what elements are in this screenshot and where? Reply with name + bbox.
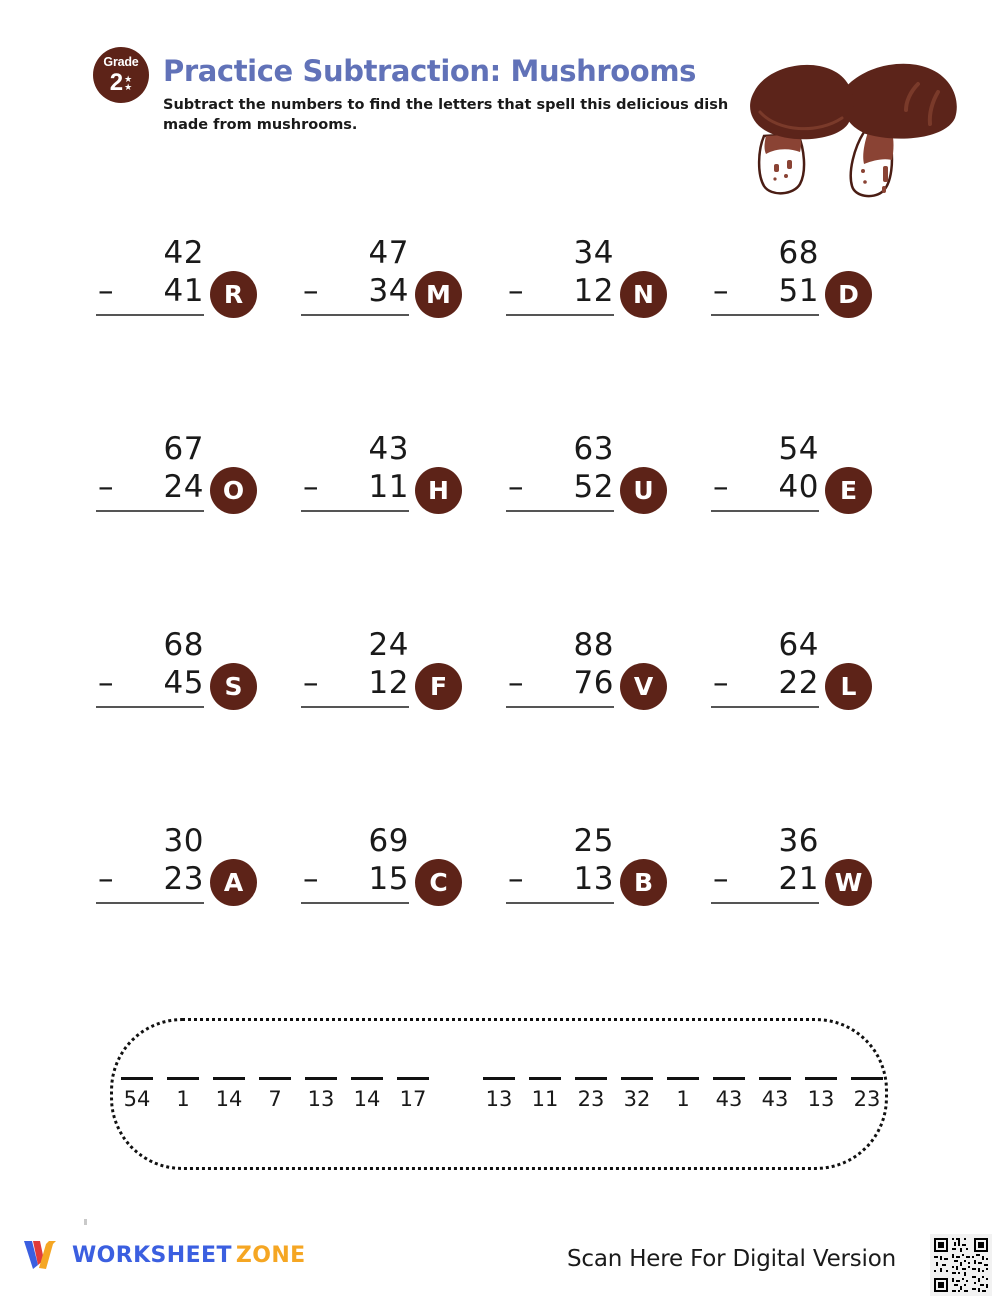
problem-cell: [96, 424, 301, 620]
answer-code-number: 23: [853, 1087, 881, 1111]
answer-code-number: 1: [676, 1087, 690, 1111]
subtraction-problem: [96, 816, 204, 904]
answer-code-number: 1: [176, 1087, 190, 1111]
logo-mark-icon: [22, 1238, 62, 1272]
qr-code[interactable]: [930, 1234, 992, 1296]
answer-rule: [96, 706, 204, 708]
minus-operator: –: [303, 861, 319, 898]
minuend: 24: [368, 627, 409, 663]
letter-badge: H: [415, 467, 462, 514]
problem-cell: [506, 620, 711, 816]
subtrahend: 12: [573, 273, 614, 310]
minus-operator: –: [508, 861, 524, 898]
answer-blank-line: [851, 1077, 883, 1080]
answer-blank-line: [213, 1077, 245, 1080]
subtrahend-row: [301, 860, 409, 898]
logo-text: [72, 1243, 306, 1268]
problem-cell: [301, 424, 506, 620]
subtraction-problem: [96, 228, 204, 316]
answer-rule: [506, 706, 614, 708]
letter-badge: V: [620, 663, 667, 710]
subtraction-problem: [711, 424, 819, 512]
minus-operator: –: [508, 665, 524, 702]
letter-badge: U: [620, 467, 667, 514]
subtrahend: 41: [163, 273, 204, 310]
minus-operator: –: [303, 469, 319, 506]
grade-value-row: [93, 69, 149, 95]
minuend: 69: [368, 823, 409, 859]
answer-blank-line: [805, 1077, 837, 1080]
minus-operator: –: [713, 273, 729, 310]
subtraction-problem: [96, 424, 204, 512]
answer-rule: [711, 314, 819, 316]
minus-operator: –: [303, 665, 319, 702]
letter-badge: C: [415, 859, 462, 906]
answer-slot[interactable]: [476, 1077, 522, 1111]
minus-operator: –: [508, 469, 524, 506]
subtrahend-row: [301, 468, 409, 506]
answer-rule: [301, 902, 409, 904]
problem-cell: [711, 228, 916, 424]
subtrahend: 51: [778, 273, 819, 310]
page-title: Practice Subtraction: Mushrooms: [163, 54, 696, 88]
subtraction-problem: [506, 228, 614, 316]
answer-code-number: 7: [268, 1087, 282, 1111]
subtraction-problem: [711, 620, 819, 708]
answer-rule: [711, 706, 819, 708]
answer-rule: [96, 510, 204, 512]
answer-blank-line: [713, 1077, 745, 1080]
answer-slot[interactable]: [660, 1077, 706, 1111]
subtrahend-row: [711, 272, 819, 310]
subtrahend-row: [301, 272, 409, 310]
subtrahend: 21: [778, 861, 819, 898]
answer-blank-line: [397, 1077, 429, 1080]
answer-slots: [113, 1077, 891, 1111]
page-footer: [0, 1220, 1000, 1294]
letter-badge: M: [415, 271, 462, 318]
answer-code-number: 43: [761, 1087, 789, 1111]
letter-badge: N: [620, 271, 667, 318]
grade-badge: [93, 47, 149, 103]
subtraction-problem: [96, 620, 204, 708]
letter-badge: F: [415, 663, 462, 710]
minuend: 67: [163, 431, 204, 467]
minuend: 43: [368, 431, 409, 467]
minuend: 64: [778, 627, 819, 663]
subtrahend: 34: [368, 273, 409, 310]
problem-cell: [711, 816, 916, 1006]
answer-slot[interactable]: [568, 1077, 614, 1111]
problem-cell: [711, 620, 916, 816]
minus-operator: –: [98, 665, 114, 702]
letter-badge: E: [825, 467, 872, 514]
subtrahend: 22: [778, 665, 819, 702]
minuend: 25: [573, 823, 614, 859]
minuend: 47: [368, 235, 409, 271]
answer-rule: [711, 510, 819, 512]
problem-cell: [711, 424, 916, 620]
answer-blank-line: [759, 1077, 791, 1080]
answer-slot[interactable]: [160, 1077, 206, 1111]
answer-rule: [96, 902, 204, 904]
answer-slot[interactable]: [252, 1077, 298, 1111]
answer-blank-line: [575, 1077, 607, 1080]
subtraction-problem: [301, 228, 409, 316]
answer-code-number: 32: [623, 1087, 651, 1111]
answer-rule: [301, 510, 409, 512]
letter-badge: B: [620, 859, 667, 906]
problem-row: [96, 228, 916, 424]
subtrahend-row: [506, 468, 614, 506]
answer-slot[interactable]: [614, 1077, 660, 1111]
problem-cell: [301, 620, 506, 816]
problem-cell: [96, 228, 301, 424]
answer-blank-line: [305, 1077, 337, 1080]
letter-badge: A: [210, 859, 257, 906]
answer-blank-line: [667, 1077, 699, 1080]
minus-operator: –: [508, 273, 524, 310]
answer-slot[interactable]: [298, 1077, 344, 1111]
answer-slot[interactable]: [344, 1077, 390, 1111]
answer-rule: [301, 706, 409, 708]
answer-blank-line: [529, 1077, 561, 1080]
answer-slot[interactable]: [114, 1077, 160, 1111]
answer-blank-line: [121, 1077, 153, 1080]
subtrahend: 13: [573, 861, 614, 898]
answer-blank-line: [351, 1077, 383, 1080]
answer-word-two: [476, 1077, 890, 1111]
problem-cell: [96, 816, 301, 1006]
subtrahend-row: [96, 468, 204, 506]
answer-slot[interactable]: [798, 1077, 844, 1111]
problem-cell: [506, 424, 711, 620]
star-icon: ★ ★: [124, 73, 133, 92]
problem-row: [96, 620, 916, 816]
subtrahend-row: [506, 860, 614, 898]
subtraction-problem: [711, 816, 819, 904]
subtraction-problem: [301, 816, 409, 904]
answer-rule: [96, 314, 204, 316]
grade-label: Grade: [103, 55, 139, 69]
answer-rule: [506, 314, 614, 316]
minuend: 30: [163, 823, 204, 859]
minus-operator: –: [713, 469, 729, 506]
problem-row: [96, 424, 916, 620]
subtrahend: 52: [573, 469, 614, 506]
letter-badge: D: [825, 271, 872, 318]
answer-rule: [506, 510, 614, 512]
subtrahend-row: [506, 272, 614, 310]
subtrahend-row: [711, 664, 819, 702]
problem-cell: [96, 620, 301, 816]
subtraction-problem: [506, 424, 614, 512]
answer-slot[interactable]: [844, 1077, 890, 1111]
scan-prompt-text: Scan Here For Digital Version: [566, 1246, 896, 1272]
subtrahend: 12: [368, 665, 409, 702]
minuend: 54: [778, 431, 819, 467]
letter-badge: W: [825, 859, 872, 906]
answer-slot[interactable]: [706, 1077, 752, 1111]
answer-slot[interactable]: [206, 1077, 252, 1111]
subtraction-problem: [506, 620, 614, 708]
minuend: 63: [573, 431, 614, 467]
subtrahend-row: [96, 664, 204, 702]
letter-badge: S: [210, 663, 257, 710]
problem-cell: [301, 228, 506, 424]
answer-code-number: 13: [485, 1087, 513, 1111]
answer-slot[interactable]: [522, 1077, 568, 1111]
subtrahend: 76: [573, 665, 614, 702]
subtrahend-row: [711, 468, 819, 506]
problem-row: [96, 816, 916, 1006]
answer-slot[interactable]: [390, 1077, 436, 1111]
mushroom-illustration: [742, 40, 972, 200]
minuend: 68: [778, 235, 819, 271]
answer-code-number: 23: [577, 1087, 605, 1111]
problem-grid: [96, 228, 916, 1006]
instructions-text: Subtract the numbers to find the letters that spell this delicious dish made from mushrooms.: [163, 96, 729, 133]
minus-operator: –: [303, 273, 319, 310]
letter-badge: L: [825, 663, 872, 710]
subtrahend: 40: [778, 469, 819, 506]
subtrahend-row: [711, 860, 819, 898]
logo-text-secondary: ZONE: [235, 1242, 306, 1268]
minus-operator: –: [98, 861, 114, 898]
subtrahend: 11: [368, 469, 409, 506]
answer-code-number: 14: [353, 1087, 381, 1111]
minuend: 42: [163, 235, 204, 271]
answer-rule: [711, 902, 819, 904]
subtraction-problem: [711, 228, 819, 316]
subtrahend: 23: [163, 861, 204, 898]
answer-blank-line: [259, 1077, 291, 1080]
minus-operator: –: [98, 469, 114, 506]
subtrahend: 45: [163, 665, 204, 702]
answer-code-number: 17: [399, 1087, 427, 1111]
answer-rule: [301, 314, 409, 316]
subtrahend-row: [96, 860, 204, 898]
problem-cell: [301, 816, 506, 1006]
answer-blank-line: [483, 1077, 515, 1080]
minuend: 88: [573, 627, 614, 663]
title-block: [163, 56, 753, 135]
minus-operator: –: [713, 665, 729, 702]
answer-code-number: 54: [123, 1087, 151, 1111]
letter-badge: O: [210, 467, 257, 514]
answer-code-number: 43: [715, 1087, 743, 1111]
grade-number: 2: [109, 68, 124, 96]
answer-code-number: 11: [531, 1087, 559, 1111]
subtraction-problem: [506, 816, 614, 904]
minus-operator: –: [98, 273, 114, 310]
minus-operator: –: [713, 861, 729, 898]
subtrahend-row: [301, 664, 409, 702]
answer-code-number: 14: [215, 1087, 243, 1111]
answer-code-number: 13: [307, 1087, 335, 1111]
logo-text-primary: WORKSHEET: [72, 1242, 232, 1268]
answer-blank-line: [167, 1077, 199, 1080]
answer-box: [110, 1018, 888, 1170]
subtrahend: 24: [163, 469, 204, 506]
worksheetzone-logo[interactable]: [22, 1238, 306, 1272]
subtraction-problem: [301, 620, 409, 708]
subtrahend-row: [506, 664, 614, 702]
answer-code-number: 13: [807, 1087, 835, 1111]
minuend: 68: [163, 627, 204, 663]
problem-cell: [506, 816, 711, 1006]
subtraction-problem: [301, 424, 409, 512]
answer-rule: [506, 902, 614, 904]
worksheet-header: [0, 0, 1000, 210]
subtrahend-row: [96, 272, 204, 310]
answer-blank-line: [621, 1077, 653, 1080]
subtrahend: 15: [368, 861, 409, 898]
minuend: 34: [573, 235, 614, 271]
problem-cell: [506, 228, 711, 424]
minuend: 36: [778, 823, 819, 859]
answer-word-one: [114, 1077, 436, 1111]
answer-slot[interactable]: [752, 1077, 798, 1111]
letter-badge: R: [210, 271, 257, 318]
